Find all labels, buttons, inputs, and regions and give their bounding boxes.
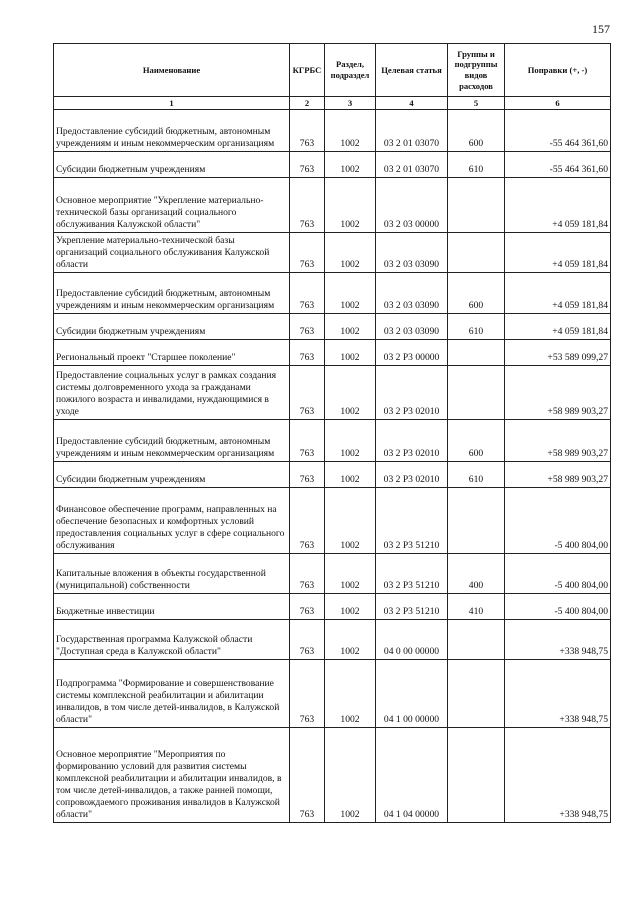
row-group: 400 xyxy=(448,554,505,594)
row-kgrbs: 763 xyxy=(290,620,325,660)
row-group xyxy=(448,488,505,554)
table-row xyxy=(54,420,611,462)
row-target: 03 2 Р3 02010 xyxy=(376,366,448,420)
row-group xyxy=(448,660,505,728)
row-amount: +58 989 903,27 xyxy=(505,462,611,488)
table-row xyxy=(54,110,611,152)
row-target: 03 2 03 03090 xyxy=(376,314,448,340)
row-target: 03 2 Р3 02010 xyxy=(376,462,448,488)
row-amount: +58 989 903,27 xyxy=(505,420,611,462)
row-group: 600 xyxy=(448,420,505,462)
row-group xyxy=(448,178,505,233)
row-target: 04 0 00 00000 xyxy=(376,620,448,660)
row-amount: +4 059 181,84 xyxy=(505,233,611,273)
header-row xyxy=(54,44,611,97)
column-header-amount: Поправки (+, -) xyxy=(505,44,611,97)
column-header-target: Целевая статья xyxy=(376,44,448,97)
row-target: 04 1 00 00000 xyxy=(376,660,448,728)
table-row xyxy=(54,233,611,273)
row-amount: +53 589 099,27 xyxy=(505,340,611,366)
row-section: 1002 xyxy=(325,314,376,340)
row-amount: -5 400 804,00 xyxy=(505,488,611,554)
row-group xyxy=(448,728,505,823)
row-kgrbs: 763 xyxy=(290,488,325,554)
row-name: Субсидии бюджетным учреждениям xyxy=(54,152,290,178)
page-number: 157 xyxy=(592,22,610,36)
table-row xyxy=(54,340,611,366)
column-number: 4 xyxy=(376,97,448,110)
column-header-section: Раздел, подраздел xyxy=(325,44,376,97)
row-group xyxy=(448,340,505,366)
row-name: Капитальные вложения в объекты государственной (муниципальной) собственности xyxy=(54,554,290,594)
row-kgrbs: 763 xyxy=(290,366,325,420)
row-group: 610 xyxy=(448,152,505,178)
row-amount: +4 059 181,84 xyxy=(505,273,611,314)
row-amount: -55 464 361,60 xyxy=(505,152,611,178)
row-group: 600 xyxy=(448,110,505,152)
row-section: 1002 xyxy=(325,620,376,660)
row-name: Подпрограмма "Формирование и совершенствование системы комплексной реабилитации и абилитации инвалидов, в том числе детей-инвалидов, в Калужской области" xyxy=(54,660,290,728)
row-kgrbs: 763 xyxy=(290,554,325,594)
row-group xyxy=(448,233,505,273)
row-target: 03 2 03 03090 xyxy=(376,233,448,273)
row-group: 600 xyxy=(448,273,505,314)
row-target: 04 1 04 00000 xyxy=(376,728,448,823)
row-amount: +4 059 181,84 xyxy=(505,178,611,233)
row-name: Субсидии бюджетным учреждениям xyxy=(54,462,290,488)
table-row xyxy=(54,178,611,233)
row-name: Предоставление субсидий бюджетным, автономным учреждениям и иным некоммерческим организациям xyxy=(54,420,290,462)
table-row xyxy=(54,152,611,178)
table-row xyxy=(54,366,611,420)
column-number: 3 xyxy=(325,97,376,110)
column-number: 1 xyxy=(54,97,290,110)
row-name: Субсидии бюджетным учреждениям xyxy=(54,314,290,340)
row-amount: +338 948,75 xyxy=(505,620,611,660)
row-section: 1002 xyxy=(325,178,376,233)
table-row xyxy=(54,620,611,660)
table-row xyxy=(54,660,611,728)
row-kgrbs: 763 xyxy=(290,340,325,366)
row-group: 610 xyxy=(448,462,505,488)
row-amount: -5 400 804,00 xyxy=(505,594,611,620)
table-row xyxy=(54,273,611,314)
row-target: 03 2 01 03070 xyxy=(376,152,448,178)
row-name: Государственная программа Калужской области "Доступная среда в Калужской области" xyxy=(54,620,290,660)
row-section: 1002 xyxy=(325,420,376,462)
row-kgrbs: 763 xyxy=(290,314,325,340)
row-target: 03 2 Р3 51210 xyxy=(376,554,448,594)
row-section: 1002 xyxy=(325,273,376,314)
row-name: Основное мероприятие "Мероприятия по формированию условий для развития системы комплексной реабилитации и абилитации инвалидов, в том числе детей-инвалидов, а также ранней помощи, сопровождаемого проживания инвалидов в Калужской области" xyxy=(54,728,290,823)
row-target: 03 2 03 00000 xyxy=(376,178,448,233)
row-name: Финансовое обеспечение программ, направленных на обеспечение безопасных и комфортных условий предоставления социальных услуг в сфере социального обслуживания xyxy=(54,488,290,554)
row-kgrbs: 763 xyxy=(290,660,325,728)
row-name: Укрепление материально-технической базы организаций социального обслуживания Калужской области xyxy=(54,233,290,273)
row-kgrbs: 763 xyxy=(290,178,325,233)
column-number-row xyxy=(54,97,611,110)
column-number: 6 xyxy=(505,97,611,110)
row-target: 03 2 01 03070 xyxy=(376,110,448,152)
row-name: Предоставление субсидий бюджетным, автономным учреждениям и иным некоммерческим организациям xyxy=(54,110,290,152)
table-row xyxy=(54,554,611,594)
row-section: 1002 xyxy=(325,366,376,420)
row-target: 03 2 Р3 02010 xyxy=(376,420,448,462)
table-row xyxy=(54,462,611,488)
row-kgrbs: 763 xyxy=(290,152,325,178)
row-name: Основное мероприятие "Укрепление материально-технической базы организаций социального обслуживания Калужской области" xyxy=(54,178,290,233)
row-target: 03 2 Р3 00000 xyxy=(376,340,448,366)
row-kgrbs: 763 xyxy=(290,420,325,462)
row-amount: -55 464 361,60 xyxy=(505,110,611,152)
row-amount: +58 989 903,27 xyxy=(505,366,611,420)
row-kgrbs: 763 xyxy=(290,462,325,488)
row-amount: +338 948,75 xyxy=(505,728,611,823)
row-name: Бюджетные инвестиции xyxy=(54,594,290,620)
row-kgrbs: 763 xyxy=(290,594,325,620)
budget-amendments-table xyxy=(53,43,611,823)
row-group xyxy=(448,620,505,660)
row-target: 03 2 03 03090 xyxy=(376,273,448,314)
table-row xyxy=(54,728,611,823)
row-section: 1002 xyxy=(325,110,376,152)
table-row xyxy=(54,488,611,554)
row-section: 1002 xyxy=(325,594,376,620)
row-section: 1002 xyxy=(325,660,376,728)
row-target: 03 2 Р3 51210 xyxy=(376,488,448,554)
column-header-kgrbs: КГРБС xyxy=(290,44,325,97)
row-group xyxy=(448,366,505,420)
row-group: 410 xyxy=(448,594,505,620)
row-name: Региональный проект "Старшее поколение" xyxy=(54,340,290,366)
row-name: Предоставление субсидий бюджетным, автономным учреждениям и иным некоммерческим организациям xyxy=(54,273,290,314)
table-row xyxy=(54,594,611,620)
row-section: 1002 xyxy=(325,340,376,366)
row-kgrbs: 763 xyxy=(290,728,325,823)
row-amount: +338 948,75 xyxy=(505,660,611,728)
row-kgrbs: 763 xyxy=(290,273,325,314)
column-header-group: Группы и подгруппы видов расходов xyxy=(448,44,505,97)
row-section: 1002 xyxy=(325,728,376,823)
row-kgrbs: 763 xyxy=(290,110,325,152)
column-number: 2 xyxy=(290,97,325,110)
row-kgrbs: 763 xyxy=(290,233,325,273)
row-section: 1002 xyxy=(325,554,376,594)
row-amount: -5 400 804,00 xyxy=(505,554,611,594)
row-section: 1002 xyxy=(325,462,376,488)
table-row xyxy=(54,314,611,340)
row-group: 610 xyxy=(448,314,505,340)
row-name: Предоставление социальных услуг в рамках создания системы долговременного ухода за гражданами пожилого возраста и инвалидами, нуждающимися в уходе xyxy=(54,366,290,420)
column-number: 5 xyxy=(448,97,505,110)
row-target: 03 2 Р3 51210 xyxy=(376,594,448,620)
row-amount: +4 059 181,84 xyxy=(505,314,611,340)
row-section: 1002 xyxy=(325,233,376,273)
row-section: 1002 xyxy=(325,488,376,554)
row-section: 1002 xyxy=(325,152,376,178)
column-header-name: Наименование xyxy=(54,44,290,97)
